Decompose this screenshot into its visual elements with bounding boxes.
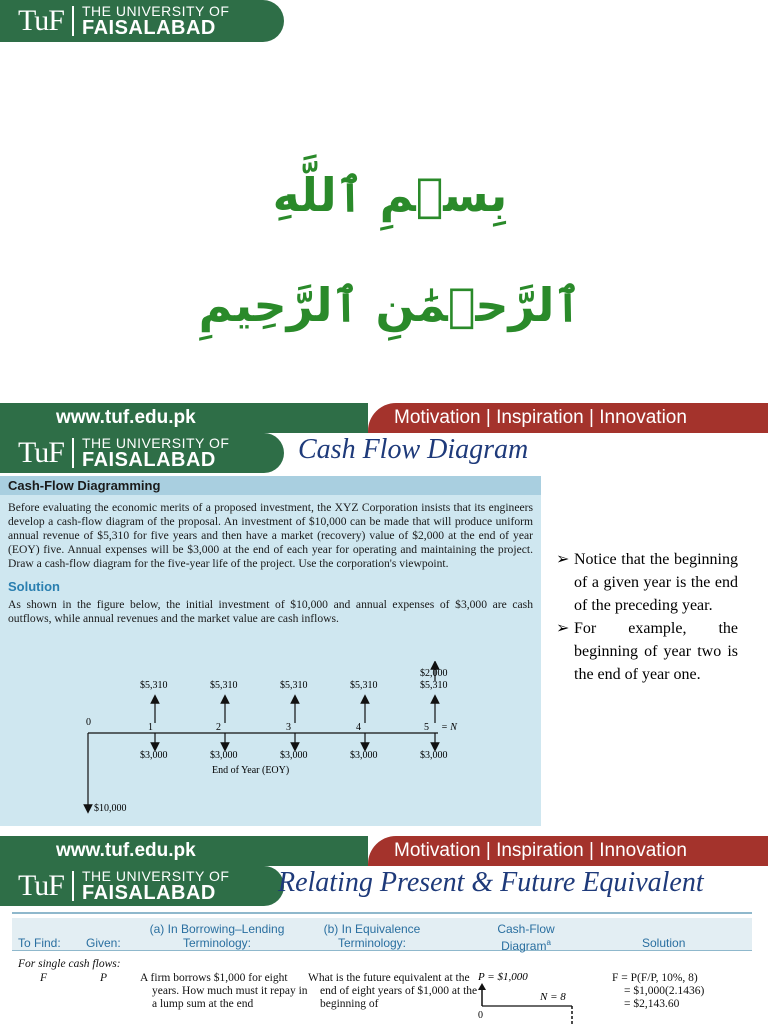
slide3-header-logo	[0, 866, 284, 906]
diagram-zero-label: 0	[478, 1010, 483, 1021]
problem-text: Before evaluating the economic merits of a proposed investment, the XYZ Corporation insists that its engineers develop a cash-flow diagram of the proposal. An investment of $10,000 can be made that will produce uniform annual revenue of $5,310 for five years and then have a market (recovery) value of $2,000 at the end of year (EOY) five. Annual expenses will be $3,000 at the end of each year for operating and maintaining the project. Draw a cash-flow diagram for the five-year life of the project. Use the corporation's viewpoint.	[8, 501, 533, 570]
logo-divider	[72, 6, 74, 36]
row-given: P	[100, 972, 108, 984]
slide1-header-logo	[0, 0, 284, 42]
university-logo	[0, 4, 229, 38]
investment-label: $10,000	[94, 803, 127, 814]
solution-line-2: = $1,000(2.1436)	[624, 985, 705, 997]
col-equivalence: (b) In Equivalence Terminology:	[323, 922, 421, 950]
solution-heading: Solution	[8, 579, 60, 594]
diagram-n-label: N = 8	[540, 991, 566, 1003]
solution-line-3: = $2,143.60	[624, 998, 680, 1010]
arrow-bullet-icon: ➢	[556, 620, 570, 637]
textbook-excerpt	[0, 476, 541, 826]
col-borrowing: (a) In Borrowing–Lending Terminology:	[149, 922, 285, 950]
col-to-find: To Find:	[18, 936, 61, 950]
notes-bullets	[556, 548, 738, 686]
footer-motto: Motivation | Inspiration | Innovation	[368, 403, 768, 433]
year-label-5: 5	[424, 722, 429, 733]
col-diagram: Cash-Flow Diagram$^a$	[497, 922, 555, 953]
university-logo	[0, 869, 229, 903]
year-2-flows	[210, 680, 238, 761]
logo-line1: THE UNIVERSITY OF	[81, 3, 230, 19]
revenue-label: $5,310	[420, 680, 448, 691]
footer-motto: Motivation | Inspiration | Innovation	[368, 836, 768, 866]
textbook-heading: Cash-Flow Diagramming	[0, 476, 541, 495]
logo-divider	[72, 871, 74, 901]
col-solution: Solution	[642, 936, 686, 950]
logo-line2: FAISALABAD	[81, 17, 216, 39]
col-diagram-sup: a	[546, 938, 551, 947]
slide2-header-logo	[0, 433, 284, 473]
logo-line2: FAISALABAD	[81, 449, 216, 471]
cash-flow-diagram	[0, 661, 541, 826]
year-label-0: 0	[86, 717, 91, 728]
logo-mark: TuF	[18, 436, 64, 469]
slide3-title: Relating Present & Future Equivalent	[278, 867, 704, 898]
revenue-label: $5,310	[210, 680, 238, 691]
logo-line2: FAISALABAD	[81, 882, 216, 904]
slide2-title: Cash Flow Diagram	[298, 434, 529, 465]
year-label-2: 2	[216, 722, 221, 733]
footer-website: www.tuf.edu.pk	[0, 403, 368, 433]
logo-divider	[72, 438, 74, 468]
logo-mark: TuF	[18, 4, 64, 37]
arrow-bullet-icon: ➢	[556, 551, 570, 568]
revenue-label: $5,310	[140, 680, 168, 691]
diagram-p-label: P = $1,000	[478, 971, 528, 983]
year-1-flows	[140, 680, 168, 761]
bullet-item-2: ➢ For example, the beginning of year two is the end of year one.	[556, 617, 738, 686]
axis-label: End of Year (EOY)	[212, 765, 290, 776]
revenue-label: $5,310	[280, 680, 308, 691]
expense-label: $3,000	[140, 750, 168, 761]
formula-table	[12, 912, 752, 1026]
year-label-1: 1	[148, 722, 153, 733]
year-label-3: 3	[286, 722, 291, 733]
row-find: F	[40, 972, 48, 984]
mini-cash-flow-diagram	[472, 970, 592, 1026]
section-label: For single cash flows:	[18, 958, 121, 970]
end-label: = N	[441, 722, 457, 733]
solution-line-1: F = P(F/P, 10%, 8)	[612, 972, 698, 984]
col-given: Given:	[86, 936, 121, 950]
market-value-top: $2,000	[420, 668, 448, 679]
slide1-footer	[0, 403, 768, 433]
logo-mark: TuF	[18, 869, 64, 902]
solution-text: As shown in the figure below, the initial investment of $10,000 and annual expenses of $3,000 are cash outflows, while annual revenues and the market value are cash inflows.	[8, 598, 533, 625]
bullet-item-1: ➢ Notice that the beginning of a given year is the end of the preceding year.	[556, 548, 738, 617]
university-logo	[0, 436, 229, 470]
footer-website: www.tuf.edu.pk	[0, 836, 368, 866]
expense-label: $3,000	[350, 750, 378, 761]
basmala-calligraphy: بِسۡمِ ٱللَّهِ ٱلرَّحۡمَٰنِ ٱلرَّحِيمِ	[198, 168, 582, 332]
slide2-footer	[0, 836, 768, 866]
year-4-flows	[350, 680, 378, 761]
logo-line1: THE UNIVERSITY OF	[81, 435, 230, 451]
expense-label: $3,000	[280, 750, 308, 761]
row-equivalence: What is the future equivalent at the end of eight years of $1,000 at the beginning of	[308, 972, 478, 1010]
logo-line1: THE UNIVERSITY OF	[81, 868, 230, 884]
expense-label: $3,000	[420, 750, 448, 761]
year-label-4: 4	[356, 722, 361, 733]
expense-label: $3,000	[210, 750, 238, 761]
year-5-flows	[420, 665, 458, 761]
year-3-flows	[280, 680, 308, 761]
revenue-label: $5,310	[350, 680, 378, 691]
row-solution	[612, 972, 752, 1011]
row-borrowing: A firm borrows $1,000 for eight years. How much must it repay in a lump sum at the end	[140, 972, 308, 1010]
